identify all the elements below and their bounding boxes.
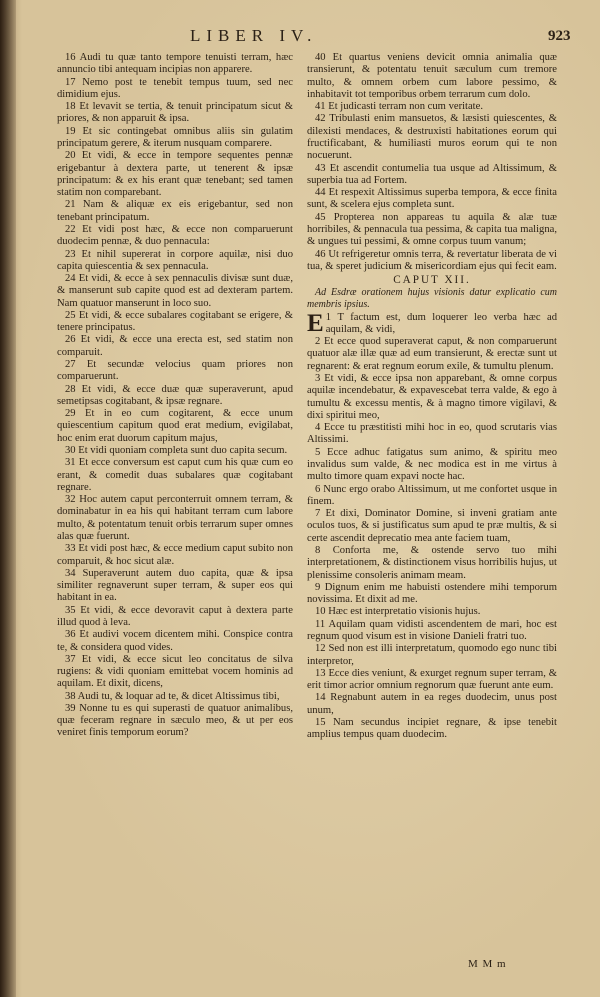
- right-column-verses-bottom: [307, 336, 557, 741]
- chapter-first-verse: [307, 309, 557, 337]
- verse: 40 Et quartus veniens devicit omnia animalia quæ transierunt, & potentatu tenuit sæculum cum tremore multo, & omnem orbem cum labore pessimo, & inhabitavit tot temporibus orbem terrarum cum dolo.: [307, 52, 557, 100]
- verse: 11 Aquilam quam vidisti ascendentem de mari, hoc est regnum quod visum est in visione Danieli fratri tuo.: [307, 618, 557, 642]
- verse: 21 Nam & aliquæ ex eis erigebantur, sed non tenebant principatum.: [57, 199, 293, 223]
- verse: 23 Et nihil supererat in corpore aquilæ, nisi duo capita quiescentia & sex pennacula.: [57, 248, 293, 272]
- drop-cap: E: [307, 309, 324, 337]
- chapter-summary: Ad Esdræ orationem hujus visionis datur explicatio cum membris ipsius.: [307, 287, 557, 311]
- verse: 15 Nam secundus incipiet regnare, & ipse tenebit amplius tempus quam duodecim.: [307, 716, 557, 741]
- verse: 19 Et sic contingebat omnibus aliis sin gulatim principatum gerere, & iterum nusquam comparere.: [57, 125, 293, 149]
- verse: 41 Et judicasti terram non cum veritate.: [315, 101, 483, 113]
- chapter-heading: CAPUT XII.: [393, 274, 471, 287]
- verse: 14 Regnabunt autem in ea reges duodecim, unus post unum,: [307, 692, 557, 716]
- verse: 31 Et ecce conversum est caput cum his quæ cum eo erant, & comedit duas subalares quæ cogitabant regnare.: [57, 457, 293, 493]
- right-column: [307, 52, 557, 741]
- verse: 24 Et vidi, & ecce à sex pennaculis divisæ sunt duæ, & manserunt sub capite quod est ad dexteram partem. Nam quatuor manserunt in loco suo.: [57, 273, 293, 309]
- verse: 33 Et vidi post hæc, & ecce medium caput subito non comparuit, & hoc sicut alæ.: [57, 543, 293, 567]
- verse: 13 Ecce dies veniunt, & exurget regnum super terram, & erit timor acrior omnium regnorum quæ fuerunt ante eum.: [307, 667, 557, 692]
- verse: 44 Et respexit Altissimus superba tempora, & ecce finita sunt, & scelera ejus completa sunt.: [307, 187, 557, 211]
- verse: 17 Nemo post te tenebit tempus tuum, sed nec dimidium ejus.: [57, 76, 293, 100]
- verse: 30 Et vidi quoniam completa sunt duo capita secum.: [65, 445, 288, 456]
- verse: 29 Et in eo cum cogitarent, & ecce unum quiescentium capitum quod erat medium, evigilabat, hoc enim erat duorum capitum majus,: [57, 408, 293, 444]
- verse-text: T factum est, dum loquerer leo verba hæc ad aquilam, & vidi,: [325, 311, 557, 335]
- verse: 26 Et vidi, & ecce una erecta est, sed statim non comparuit.: [57, 334, 293, 358]
- left-column: [57, 52, 293, 740]
- verse: 3 Et vidi, & ecce ipsa non apparebant, & omne corpus aquilæ incendebatur, & expavescebat terra valde, & ego à tumultu & excessu mentis, & à magno timore vigilavi, & dixi spiritui meo,: [307, 373, 557, 421]
- verse: 16 Audi tu quæ tanto tempore tenuisti terram, hæc annuncio tibi antequam incipias non apparere.: [57, 52, 293, 76]
- verse: 27 Et secundæ velocius quam priores non comparuerunt.: [57, 359, 293, 383]
- verse: 12 Sed non est illi interpretatum, quomodo ego nunc tibi interpretor,: [307, 643, 557, 667]
- verse: 10 Hæc est interpretatio visionis hujus.: [315, 606, 481, 618]
- spine-shadow: [0, 0, 16, 997]
- running-head: LIBER IV.: [190, 26, 318, 45]
- verse: 45 Propterea non appareas tu aquila & alæ tuæ horribiles, & pennacula tua pessima, & capita tua maligna, & ungues tui pessimi, & omne corpus tuum vanum;: [307, 211, 557, 248]
- verse: 42 Tribulasti enim mansuetos, & læsisti quiescentes, & dilexisti mendaces, & destruxisti habitationes eorum qui fructificabant, & humiliasti muros eorum qui te non nocuerunt.: [307, 113, 557, 162]
- page-number: 923: [548, 28, 571, 44]
- verse: 25 Et vidi, & ecce subalares cogitabant se erigere, & tenere principatus.: [57, 309, 293, 334]
- verse: 20 Et vidi, & ecce in tempore sequentes pennæ erigebantur à dextera parte, ut tenerent & ipsæ principatum: & ex his erant quæ tenebant; sed tamen statim non comparebant.: [57, 150, 293, 199]
- verse: 37 Et vidi, & ecce sicut leo concitatus de silva rugiens: & vidi quoniam emittebat vocem hominis ad aquilam. Et dixit, dicens,: [57, 653, 293, 690]
- verse: 18 Et levavit se tertia, & tenuit principatum sicut & priores, & non apparuit & ipsa.: [57, 101, 293, 125]
- verse: 4 Ecce tu præstitisti mihi hoc in eo, quod scrutaris vias Altissimi.: [307, 422, 557, 446]
- verse: 28 Et vidi, & ecce duæ quæ superaverunt, apud semetipsas cogitabant, & ipsæ regnare.: [57, 383, 293, 407]
- verse: 8 Conforta me, & ostende servo tuo mihi interpretationem, & distinctionem visus horribilis hujus, ut plenissime consoleris animam meam.: [307, 544, 557, 581]
- verse: 32 Hoc autem caput perconterruit omnem terram, & dominabatur in ea his qui habitant terram cum labore multo, & potentatum tenuit orbis terrarum super omnes alas quæ fuerunt.: [57, 494, 293, 542]
- verse: 43 Et ascendit contumelia tua usque ad Altissimum, & superbia tua ad Fortem.: [307, 162, 557, 186]
- right-column-verses-top: [307, 52, 557, 273]
- verse: 2 Et ecce quod superaverat caput, & non comparuerunt quatuor alæ illæ quæ ad eum transierunt, & erectæ sunt ut regnarent: & erat regnum eorum exile, & tumultu plenum.: [307, 336, 557, 372]
- verse: 34 Superaverunt autem duo capita, quæ & ipsa similiter regnaverunt super terram, & super eos qui habitant in ea.: [57, 567, 293, 604]
- verse: 6 Nunc ergo orabo Altissimum, ut me confortet usque in finem.: [307, 483, 557, 507]
- verse: 38 Audi tu, & loquar ad te, & dicet Altissimus tibi,: [65, 690, 280, 702]
- verse: 36 Et audivi vocem dicentem mihi. Conspice contra te, & considera quod vides.: [57, 629, 293, 653]
- verse: 9 Dignum enim me habuisti ostendere mihi temporum novissima. Et dixit ad me.: [307, 581, 557, 606]
- verse: 46 Ut refrigeretur omnis terra, & revertatur liberata de vi tua, & speret judicium & misericordiam ejus qui fecit eam.: [307, 248, 557, 272]
- verse-number: 1: [325, 311, 331, 323]
- verse: 22 Et vidi post hæc, & ecce non comparuerunt duodecim pennæ, & duo pennacula:: [57, 223, 293, 248]
- verse: 5 Ecce adhuc fatigatus sum animo, & spiritu meo invalidus sum valde, & nec modica est in me virtus à multo timore quam expavi nocte hac.: [307, 446, 557, 483]
- printer-signature: M M m: [468, 958, 507, 970]
- verse: 39 Nonne tu es qui superasti de quatuor animalibus, quæ feceram regnare in sæculo meo, & ut per eos veniret finis temporum eorum?: [57, 702, 293, 739]
- verse: 7 Et dixi, Dominator Domine, si inveni gratiam ante oculos tuos, & si justificatus sum apud te præ multis, & si certe ascendit deprecatio mea ante faciem tuam,: [307, 508, 557, 544]
- verse: 35 Et vidi, & ecce devoravit caput à dextera parte illud quod à leva.: [57, 604, 293, 628]
